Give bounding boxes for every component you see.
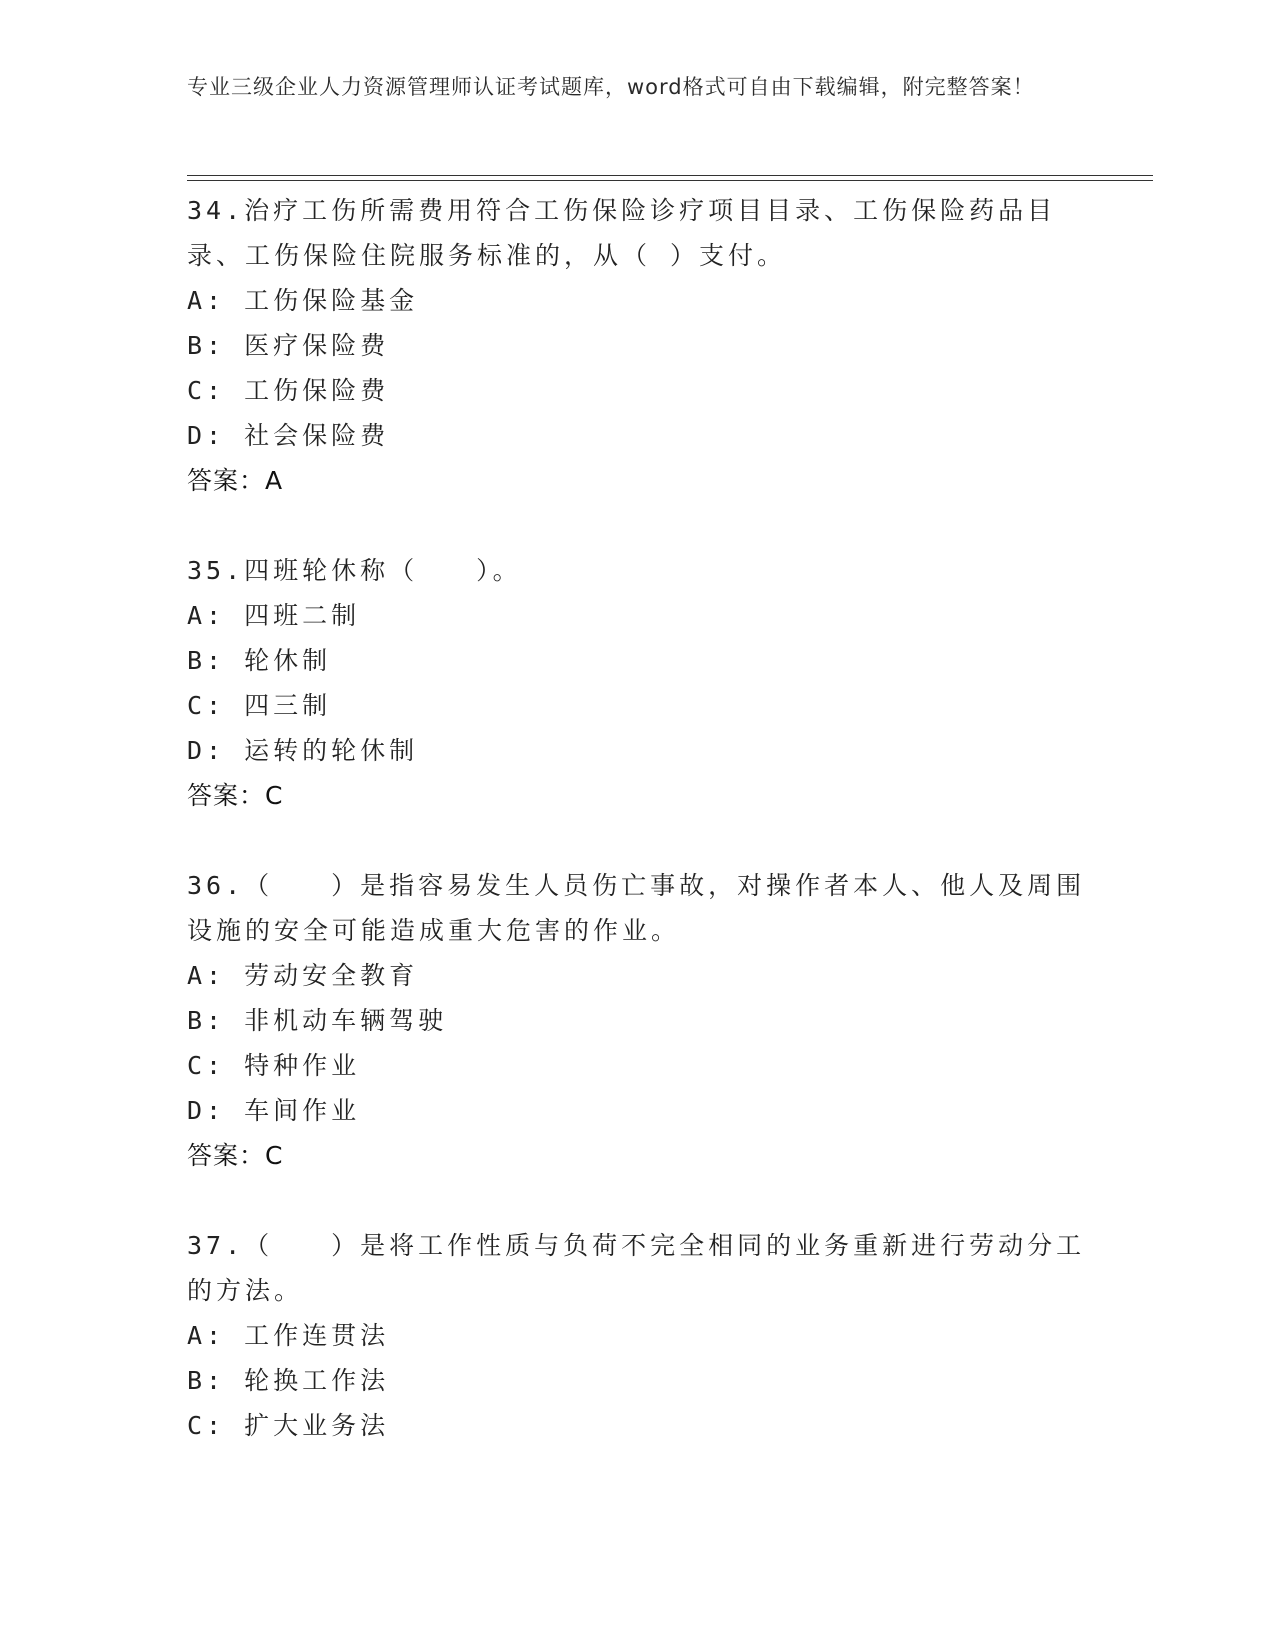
option-d: D: 车间作业 <box>187 1096 361 1125</box>
answer: 答案：A <box>187 466 284 495</box>
option-b: B: 轮换工作法 <box>187 1366 390 1395</box>
option-a: A: 工伤保险基金 <box>187 286 419 315</box>
answer: 答案：C <box>187 781 284 810</box>
question-text: 37.（ ）是将工作性质与负荷不完全相同的业务重新进行劳动分工的方法。 <box>187 1231 1086 1305</box>
option-c: C: 四三制 <box>187 691 332 720</box>
header-rule-top <box>187 175 1153 176</box>
option-a: A: 劳动安全教育 <box>187 961 419 990</box>
question-list <box>187 188 1087 1448</box>
question-36 <box>187 863 1087 1178</box>
option-c: C: 工伤保险费 <box>187 376 390 405</box>
option-d: D: 社会保险费 <box>187 421 390 450</box>
question-37 <box>187 1223 1087 1448</box>
option-d: D: 运转的轮休制 <box>187 736 419 765</box>
question-34 <box>187 188 1087 503</box>
spacer <box>187 503 1087 548</box>
option-a: A: 工作连贯法 <box>187 1321 390 1350</box>
question-text: 34.治疗工伤所需费用符合工伤保险诊疗项目目录、工伤保险药品目录、工伤保险住院服务标准的，从（ ）支付。 <box>187 196 1057 270</box>
option-b: B: 非机动车辆驾驶 <box>187 1006 448 1035</box>
option-c: C: 特种作业 <box>187 1051 361 1080</box>
spacer <box>187 1178 1087 1223</box>
header-rule-bottom <box>187 180 1153 181</box>
spacer <box>187 818 1087 863</box>
option-b: B: 医疗保险费 <box>187 331 390 360</box>
option-a: A: 四班二制 <box>187 601 361 630</box>
option-b: B: 轮休制 <box>187 646 332 675</box>
question-35 <box>187 548 1087 818</box>
document-header: 专业三级企业人力资源管理师认证考试题库，word格式可自由下载编辑，附完整答案！ <box>187 75 1035 99</box>
option-c: C: 扩大业务法 <box>187 1411 390 1440</box>
answer: 答案：C <box>187 1141 284 1170</box>
question-text: 36.（ ）是指容易发生人员伤亡事故，对操作者本人、他人及周围设施的安全可能造成重大危害的作业。 <box>187 871 1086 945</box>
question-text: 35.四班轮休称（ ）。 <box>187 556 522 585</box>
